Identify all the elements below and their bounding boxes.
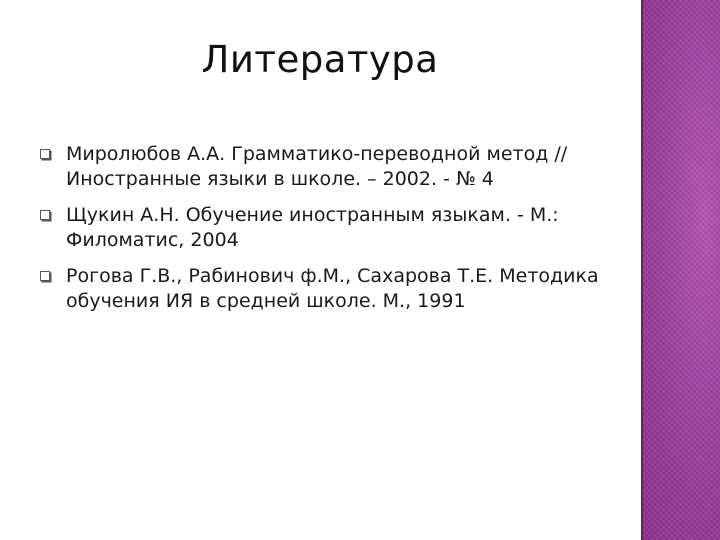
reference-text: Миролюбов А.А. Грамматико-переводной метод // Иностранные языки в школе. – 2002. - № 4 [66, 143, 568, 190]
square-bullet-icon [40, 271, 50, 281]
square-bullet-icon [40, 149, 50, 159]
side-bar-edge [641, 0, 643, 540]
decorative-side-bar [641, 0, 720, 540]
reference-text: Щукин А.Н. Обучение иностранным языкам. - М.: Филоматис, 2004 [66, 204, 559, 251]
square-bullet-icon [40, 210, 50, 220]
reference-item [40, 264, 620, 314]
reference-item [40, 142, 620, 192]
reference-text: Рогова Г.В., Рабинович ф.М., Сахарова Т.Е. Методика обучения ИЯ в средней школе. М., 1991 [66, 265, 599, 312]
slide-title: Литература [201, 38, 439, 81]
reference-list [40, 142, 620, 325]
reference-item [40, 203, 620, 253]
